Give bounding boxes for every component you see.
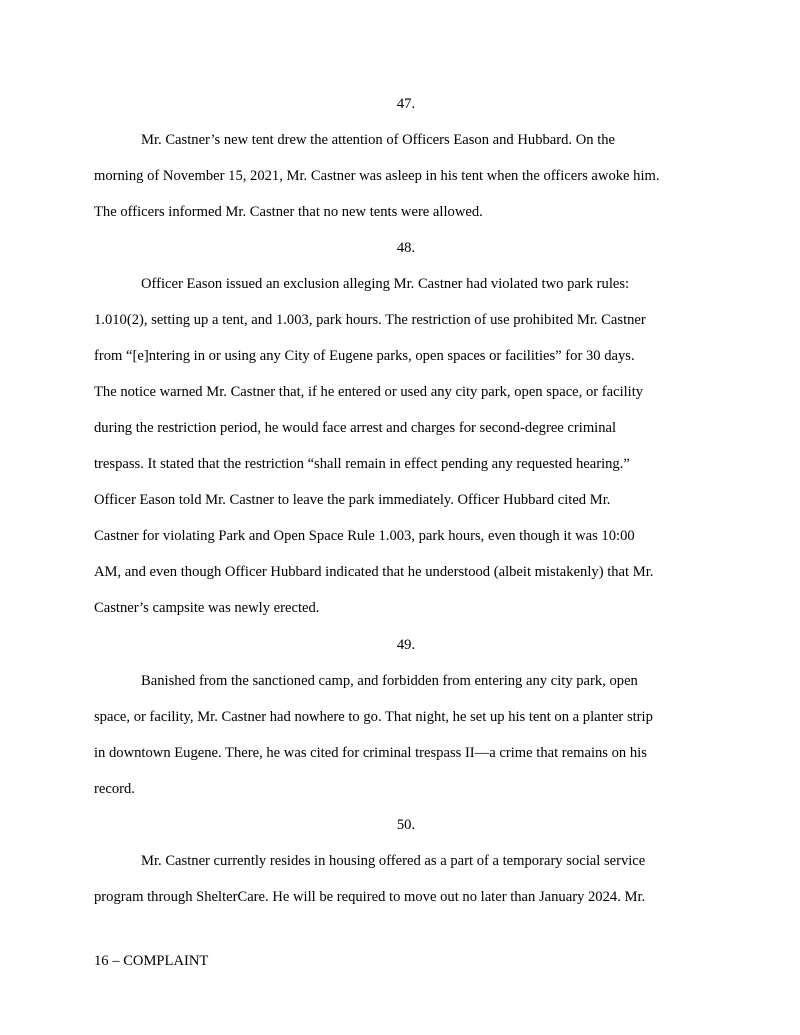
- paragraph-line: Officer Eason issued an exclusion alleging Mr. Castner had violated two park rules:: [141, 276, 630, 292]
- paragraph-number: 47.: [396, 96, 416, 112]
- paragraph-line: Mr. Castner currently resides in housing offered as a part of a temporary social service: [141, 853, 646, 869]
- paragraph-number: 50.: [396, 817, 416, 833]
- paragraph-line: Mr. Castner’s new tent drew the attention of Officers Eason and Hubbard. On the: [141, 132, 616, 148]
- paragraph-line: The officers informed Mr. Castner that no new tents were allowed.: [94, 204, 483, 220]
- paragraph-line: The notice warned Mr. Castner that, if he entered or used any city park, open space, or facility: [94, 384, 644, 400]
- paragraph-line: in downtown Eugene. There, he was cited for criminal trespass II—a crime that remains on his: [94, 745, 647, 761]
- paragraph-number: 48.: [396, 240, 416, 256]
- paragraph-line: 1.010(2), setting up a tent, and 1.003, park hours. The restriction of use prohibited Mr. Castner: [94, 312, 646, 328]
- paragraph-line: Banished from the sanctioned camp, and forbidden from entering any city park, open: [141, 673, 638, 689]
- paragraph-number: 49.: [396, 637, 416, 653]
- paragraph-line: program through ShelterCare. He will be required to move out no later than January 2024. Mr.: [94, 889, 646, 905]
- paragraph-line: from “[e]ntering in or using any City of Eugene parks, open spaces or facilities” for 30 days.: [94, 348, 635, 364]
- page-footer: 16 – COMPLAINT: [94, 953, 209, 969]
- paragraph-line: space, or facility, Mr. Castner had nowhere to go. That night, he set up his tent on a planter strip: [94, 709, 653, 725]
- paragraph-line: morning of November 15, 2021, Mr. Castner was asleep in his tent when the officers awoke him.: [94, 168, 660, 184]
- paragraph-line: during the restriction period, he would face arrest and charges for second-degree criminal: [94, 420, 617, 436]
- paragraph-line: Castner’s campsite was newly erected.: [94, 600, 320, 616]
- paragraph-line: Officer Eason told Mr. Castner to leave the park immediately. Officer Hubbard cited Mr.: [94, 492, 611, 508]
- paragraph-line: trespass. It stated that the restriction “shall remain in effect pending any requested hearing.”: [94, 456, 630, 472]
- paragraph-line: Castner for violating Park and Open Space Rule 1.003, park hours, even though it was 10:00: [94, 528, 635, 544]
- paragraph-line: AM, and even though Officer Hubbard indicated that he understood (albeit mistakenly) that Mr.: [94, 564, 654, 580]
- paragraph-line: record.: [94, 781, 135, 797]
